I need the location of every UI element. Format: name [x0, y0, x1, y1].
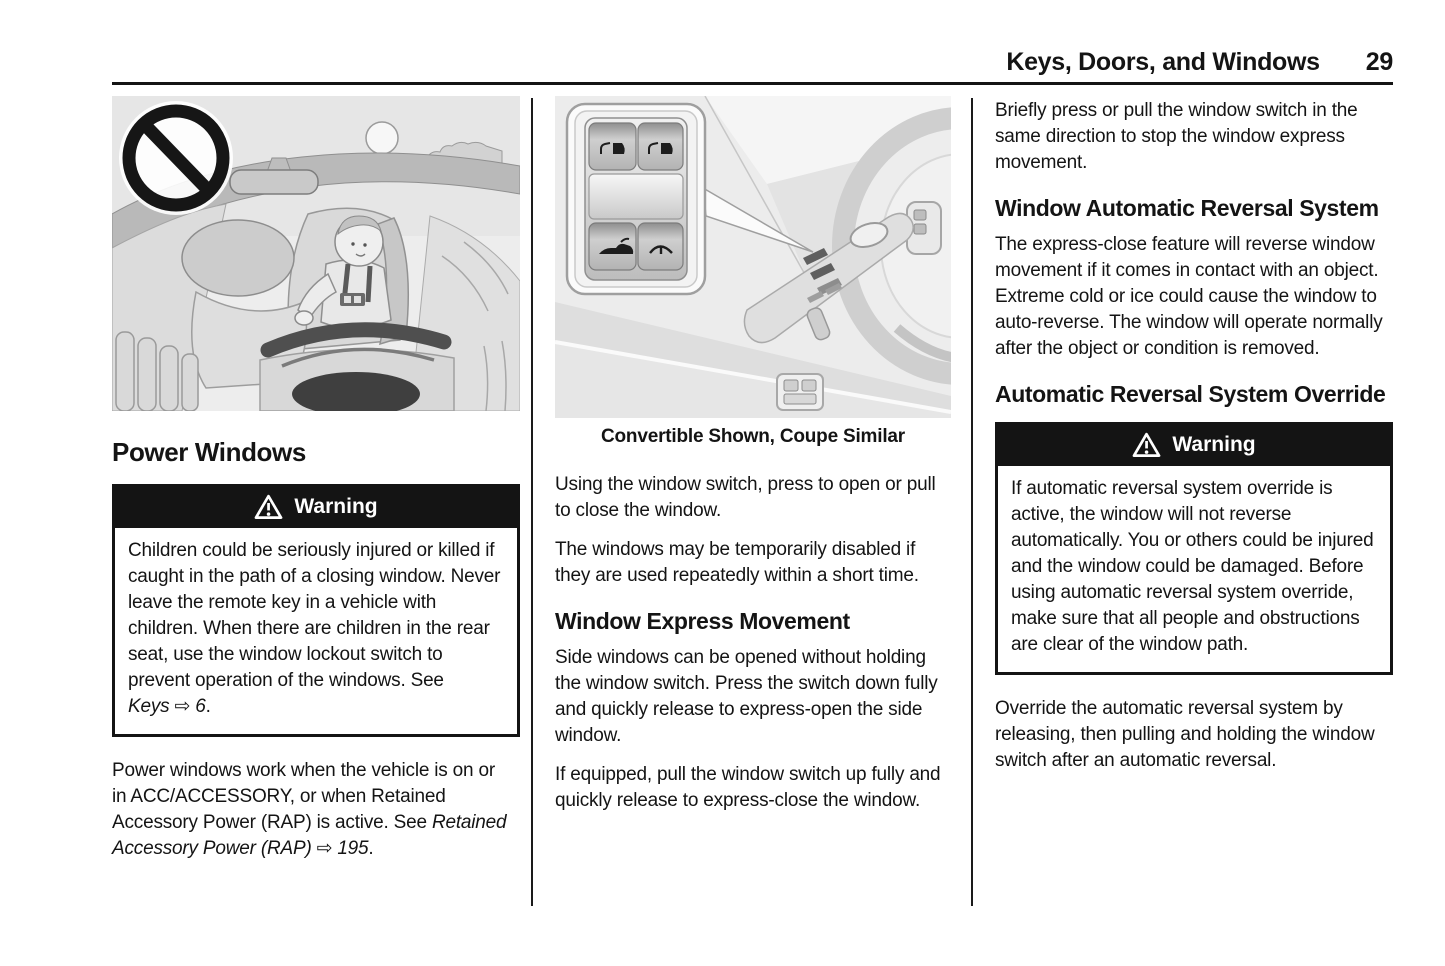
warning-box-override	[995, 422, 1393, 675]
window-switch-door-illustration	[555, 96, 951, 418]
right-column	[995, 96, 1393, 787]
header-rule	[112, 82, 1393, 85]
column-divider	[531, 98, 533, 906]
page-header-title: Keys, Doors, and Windows	[1006, 48, 1320, 76]
cross-reference-arrow-icon: ⇨	[174, 696, 191, 717]
harness-buckle	[340, 293, 365, 306]
switch-callout	[567, 104, 705, 294]
child-hand	[295, 311, 313, 325]
cross-reference-arrow-icon: ⇨	[316, 838, 333, 859]
express-close-paragraph: If equipped, pull the window switch up fully and quickly release to express-close the window.	[555, 764, 941, 811]
cross-reference-rap: Retained Accessory Power (RAP)	[112, 812, 507, 859]
door-pocket-switch	[777, 374, 823, 410]
subsection-title-automatic-reversal-system-override: Automatic Reversal System Override	[995, 381, 1386, 407]
middle-column	[555, 96, 951, 827]
child-alone-in-vehicle-illustration	[112, 96, 520, 411]
left-column	[112, 96, 520, 875]
front-headrest	[182, 220, 294, 296]
subsection-title-window-express-movement: Window Express Movement	[555, 608, 850, 634]
section-title-power-windows: Power Windows	[112, 437, 306, 467]
windows-disabled-paragraph: The windows may be temporarily disabled if they are used repeatedly within a short time.	[555, 539, 919, 586]
page-header	[112, 48, 1393, 77]
warning-triangle-icon	[254, 494, 283, 520]
express-open-paragraph: Side windows can be opened without holding the window switch. Press the switch down fully and quickly release to express-open the side window.	[555, 647, 938, 746]
warning-text: Children could be seriously injured or killed if caught in the path of a closing window. Never leave the remote key in a vehicle with children. When there are children in the rear seat, use the window lockout switch to prevent operation of the windows. See Keys ⇨ 6.	[128, 540, 501, 717]
power-windows-paragraph: Power windows work when the vehicle is on or in ACC/ACCESSORY, or when Retained Accessory Power (RAP) is active. See Retained Accessory Power (RAP) ⇨ 195.	[112, 760, 507, 859]
cross-reference-keys: Keys	[128, 696, 170, 717]
subsection-title-window-automatic-reversal-system: Window Automatic Reversal System	[995, 195, 1379, 221]
warning-title: Warning	[294, 495, 378, 518]
warning-triangle-icon	[1132, 432, 1161, 458]
warning-title: Warning	[1172, 433, 1256, 456]
harness-strap	[368, 266, 370, 302]
rearview-mirror	[230, 170, 318, 194]
warning-text: If automatic reversal system override is active, the window will not reverse automatically. You or others could be injured and the window could be damaged. Before using automatic reversal system override, make sure that all people and obstructions are clear of the window path.	[1011, 478, 1374, 655]
page-number: 29	[1365, 48, 1393, 76]
prohibition-icon	[119, 101, 233, 215]
switch-rocker	[589, 174, 683, 219]
moon-shape	[366, 122, 398, 154]
window-switch-paragraph: Using the window switch, press to open or pull to close the window.	[555, 474, 936, 521]
column-divider	[971, 98, 973, 906]
warning-header	[115, 487, 517, 528]
window-switch-left	[589, 123, 636, 170]
override-paragraph: Override the automatic reversal system by releasing, then pulling and holding the window switch after an automatic reversal.	[995, 698, 1375, 771]
warning-box-power-windows	[112, 484, 520, 737]
auto-reverse-paragraph: The express-close feature will reverse window movement if it comes in contact with an object. Extreme cold or ice could cause the window to auto-reverse. The window will operate normally after the object or condition is removed.	[995, 234, 1383, 359]
stop-express-paragraph: Briefly press or pull the window switch in the same direction to stop the window express movement.	[995, 100, 1358, 173]
illustration-caption: Convertible Shown, Coupe Similar	[601, 426, 905, 447]
window-switch-right	[638, 123, 683, 170]
warning-header	[998, 425, 1390, 466]
